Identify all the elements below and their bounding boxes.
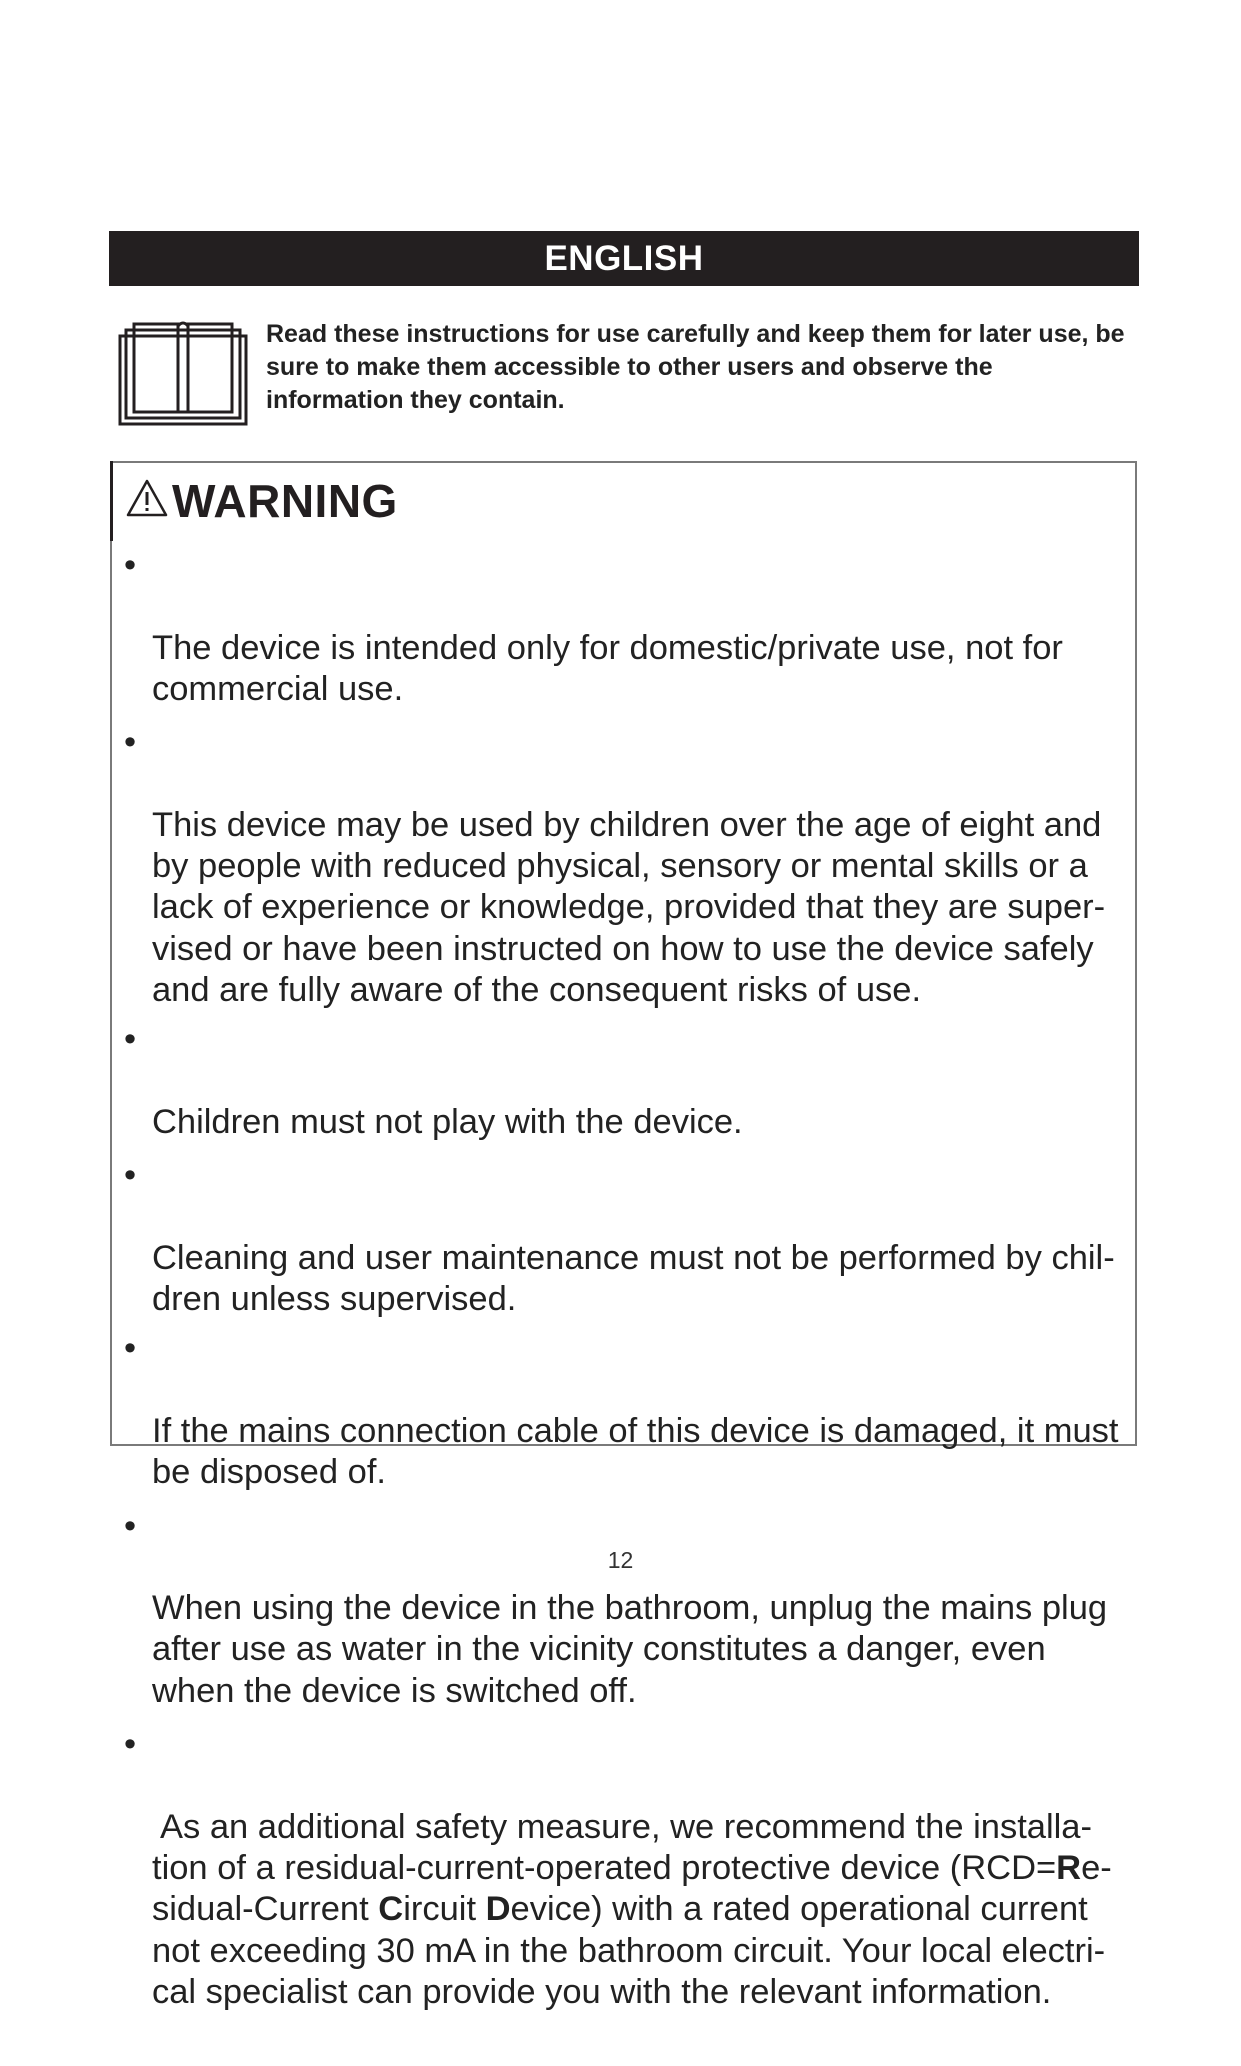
bullet: • bbox=[124, 723, 137, 762]
warning-list bbox=[124, 545, 1124, 2066]
book-icon bbox=[116, 316, 250, 428]
bullet: • bbox=[124, 1725, 137, 1764]
rcd-acronym-letter: C bbox=[378, 1890, 404, 1929]
list-item bbox=[124, 1019, 1124, 1143]
rcd-text-part: ircuit bbox=[403, 1890, 486, 1929]
rcd-text-part: e- sidual-Current bbox=[152, 1848, 1112, 1929]
warning-title: WARNING bbox=[172, 475, 398, 527]
intro-text: Read these instructions for use carefully and keep them for later use, be sure to make them accessible to other users and observe the information they contain. bbox=[266, 320, 1125, 414]
list-item bbox=[124, 1328, 1124, 1493]
page-number: 12 bbox=[607, 1547, 634, 1573]
list-item-text: Cleaning and user maintenance must not be performed by chil- dren unless supervised. bbox=[152, 1238, 1115, 1319]
warning-triangle-icon bbox=[126, 478, 168, 518]
list-item-text bbox=[152, 1807, 1124, 2013]
bullet: • bbox=[124, 1329, 137, 1368]
bullet: • bbox=[124, 1020, 137, 1059]
list-item-text: This device may be used by children over the age of eight and by people with reduced physical, sensory or mental skills or a lack of experience or knowledge, provided that they are super- vised or have been instructed on how to use the device safely and are fully aware of the consequent risks of use. bbox=[152, 805, 1106, 1009]
list-item-text: Children must not play with the device. bbox=[152, 1102, 743, 1141]
list-item bbox=[124, 1724, 1124, 2054]
bullet: • bbox=[124, 546, 137, 584]
list-item bbox=[124, 1506, 1124, 1712]
bullet: • bbox=[124, 1156, 137, 1195]
list-item bbox=[124, 545, 1124, 710]
list-item bbox=[124, 1155, 1124, 1320]
bullet: • bbox=[124, 1506, 137, 1545]
rcd-text-part: evice) with a rated operational current not exceeding 30 mA in the bathroom circuit. Your local electri- cal specialist can provide you with the relevant information. bbox=[152, 1890, 1106, 2011]
rcd-acronym-letter: R bbox=[1056, 1848, 1082, 1887]
warning-heading bbox=[126, 473, 398, 529]
list-item-text: If the mains connection cable of this device is damaged, it must be disposed of. bbox=[152, 1411, 1119, 1492]
language-header: ENGLISH bbox=[109, 231, 1139, 286]
list-item-text: When using the device in the bathroom, unplug the mains plug after use as water in the vicinity constitutes a danger, even when the device is switched off. bbox=[152, 1589, 1108, 1710]
rcd-text-part: As an additional safety measure, we recommend the installa- tion of a residual-current-operated protective device (RCD= bbox=[152, 1807, 1092, 1887]
list-item-text: The device is intended only for domestic/private use, not for commercial use. bbox=[152, 628, 1063, 708]
list-item bbox=[124, 722, 1124, 1011]
rcd-acronym-letter: D bbox=[485, 1890, 511, 1929]
